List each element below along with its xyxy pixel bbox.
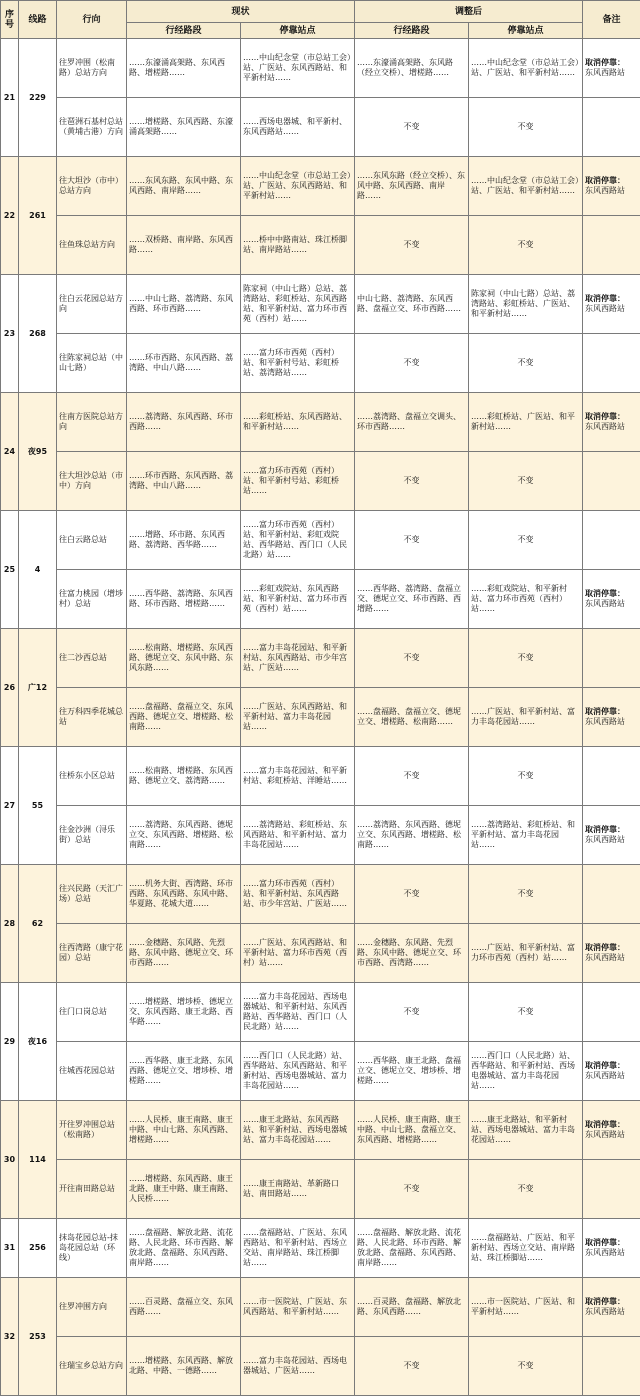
row-route: 62 xyxy=(19,865,57,983)
adjusted-path: 不变 xyxy=(355,747,469,806)
current-path: ……松南路、增槎路、东风西路、德坭立交、荔湾路…… xyxy=(127,747,241,806)
current-path: ……机务大街、西湾路、环市西路、东风西路、东风中路、华夏路、花城大道…… xyxy=(127,865,241,924)
row-direction: 抹岛花园总站-抹岛花园总站（环线） xyxy=(57,1219,127,1278)
current-stops: ……彩虹戏院站、东风西路站、和平新村站、富力环市西苑（西村）站…… xyxy=(241,570,355,629)
row-remark xyxy=(583,983,640,1042)
table-row xyxy=(1,1160,640,1219)
current-stops: ……富力丰岛花园站、西场电器城站、广医站…… xyxy=(241,1337,355,1396)
remark-text: 东风西路站 xyxy=(585,1307,626,1316)
remark-label: 取消停靠： xyxy=(585,412,626,421)
row-route: 229 xyxy=(19,39,57,157)
row-remark xyxy=(583,98,640,157)
remark-label: 取消停靠： xyxy=(585,589,626,598)
table-row xyxy=(1,1042,640,1101)
row-direction: 往大坦沙总站（市中）方向 xyxy=(57,452,127,511)
row-direction: 开往罗冲围总站（松南路） xyxy=(57,1101,127,1160)
row-remark xyxy=(583,865,640,924)
adjusted-stops: ……中山纪念堂（市总站工会）站、广医站、和平新村站…… xyxy=(469,39,583,98)
table-row xyxy=(1,1278,640,1337)
current-stops: ……彩虹桥站、东风西路站、和平新村站…… xyxy=(241,393,355,452)
adjusted-path: 中山七路、荔湾路、东风西路、盘福立交、环市西路…… xyxy=(355,275,469,334)
adjusted-path: 不变 xyxy=(355,511,469,570)
adjusted-stops: 不变 xyxy=(469,511,583,570)
adjusted-path: ……东濠涌高架路、东风路（经立交桥）、增槎路…… xyxy=(355,39,469,98)
current-path: ……荔湾路、东风西路、德坭立交、东风西路、增槎路、松南路…… xyxy=(127,806,241,865)
adjusted-path: 不变 xyxy=(355,629,469,688)
adjusted-path: 不变 xyxy=(355,98,469,157)
table-body xyxy=(1,39,640,1396)
current-stops: ……市一医院站、广医站、东风西路站、和平新村站…… xyxy=(241,1278,355,1337)
header-current: 现状 xyxy=(127,1,355,23)
table-row xyxy=(1,1101,640,1160)
table-row xyxy=(1,98,640,157)
row-seq: 24 xyxy=(1,393,19,511)
header-current-stops: 停靠站点 xyxy=(241,23,355,39)
adjusted-path: 不变 xyxy=(355,865,469,924)
adjusted-stops: ……西门口（人民北路）站、西华路站、和平新村站、西场电器城站、富力丰岛花园站…… xyxy=(469,1042,583,1101)
row-remark xyxy=(583,39,640,98)
row-remark xyxy=(583,747,640,806)
row-direction: 往罗冲围（松南路）总站方向 xyxy=(57,39,127,98)
remark-label: 取消停靠： xyxy=(585,707,626,716)
table-row xyxy=(1,1337,640,1396)
row-route: 夜95 xyxy=(19,393,57,511)
adjusted-stops: ……广医站、和平新村站、富力丰岛花园站…… xyxy=(469,688,583,747)
row-route: 256 xyxy=(19,1219,57,1278)
row-seq: 28 xyxy=(1,865,19,983)
row-route: 夜16 xyxy=(19,983,57,1101)
adjusted-path: 不变 xyxy=(355,216,469,275)
current-stops: ……康王北路站、东风西路站、和平新村站、西场电器城站、富力丰岛花园站…… xyxy=(241,1101,355,1160)
current-path: ……松南路、增槎路、东风西路、德坭立交、东风中路、东风东路…… xyxy=(127,629,241,688)
adjusted-stops: 陈家祠（中山七路）总站、荔湾路站、彩虹桥站、广医站、和平新村站…… xyxy=(469,275,583,334)
row-remark xyxy=(583,1278,640,1337)
row-direction: 往瑞宝乡总站方向 xyxy=(57,1337,127,1396)
remark-text: 东风西路站 xyxy=(585,599,626,608)
row-remark xyxy=(583,570,640,629)
row-route: 广12 xyxy=(19,629,57,747)
row-direction: 往桥东小区总站 xyxy=(57,747,127,806)
row-remark xyxy=(583,1219,640,1278)
header-current-path: 行经路段 xyxy=(127,23,241,39)
adjusted-stops: ……荔湾路站、彩虹桥站、和平新村站、富力丰岛花园站…… xyxy=(469,806,583,865)
current-stops: ……富力环市西苑（西村）站、和平新村号站、彩虹桥站…… xyxy=(241,452,355,511)
table-row xyxy=(1,983,640,1042)
adjusted-stops: ……广医站、和平新村站、富力环市西苑（西村）站…… xyxy=(469,924,583,983)
adjusted-stops: 不变 xyxy=(469,865,583,924)
row-route: 253 xyxy=(19,1278,57,1396)
row-seq: 31 xyxy=(1,1219,19,1278)
current-stops: 陈家祠（中山七路）总站、荔湾路站、彩虹桥站、东风西路站、和平新村站、富力环市西苑（西村）站…… xyxy=(241,275,355,334)
row-remark xyxy=(583,1160,640,1219)
row-direction: 往大坦沙（市中）总站方向 xyxy=(57,157,127,216)
current-stops: ……富力丰岛花园站、西场电器城站、和平新村站、东风西路站、西华路站、西门口（人民北路）站…… xyxy=(241,983,355,1042)
adjusted-stops: ……盘福路站、广医站、和平新村站、西场立交站、南岸路站、珠江桥脚站…… xyxy=(469,1219,583,1278)
row-remark xyxy=(583,511,640,570)
adjusted-path: 不变 xyxy=(355,452,469,511)
current-stops: ……富力环市西苑（西村）站、和平新村站、东风西路站、市少年宫站、广医站…… xyxy=(241,865,355,924)
adjusted-path: ……东风东路（经立交桥）、东风中路、东风西路、南岸路…… xyxy=(355,157,469,216)
row-direction: 往琶洲石基村总站（黄埔古港）方向 xyxy=(57,98,127,157)
row-remark xyxy=(583,924,640,983)
row-direction: 往鱼珠总站方向 xyxy=(57,216,127,275)
header-adjusted: 调整后 xyxy=(355,1,583,23)
current-path: ……增槎路、增埗桥、德坭立交、东风西路、康王北路、西华路…… xyxy=(127,983,241,1042)
remark-label: 取消停靠： xyxy=(585,825,626,834)
header-adjusted-path: 行经路段 xyxy=(355,23,469,39)
remark-text: 东风西路站 xyxy=(585,422,626,431)
row-remark xyxy=(583,275,640,334)
row-seq: 27 xyxy=(1,747,19,865)
row-seq: 29 xyxy=(1,983,19,1101)
header-seq: 序号 xyxy=(1,1,19,39)
row-direction: 往白云花园总站方向 xyxy=(57,275,127,334)
adjusted-stops: 不变 xyxy=(469,334,583,393)
adjusted-path: 不变 xyxy=(355,983,469,1042)
row-remark xyxy=(583,393,640,452)
row-route: 4 xyxy=(19,511,57,629)
remark-text: 东风西路站 xyxy=(585,717,626,726)
table-row xyxy=(1,334,640,393)
row-remark xyxy=(583,806,640,865)
header-remark: 备注 xyxy=(583,1,640,39)
current-stops: ……康王南路站、革新路口站、南田路站…… xyxy=(241,1160,355,1219)
adjusted-stops: ……市一医院站、广医站、和平新村站…… xyxy=(469,1278,583,1337)
table-row xyxy=(1,216,640,275)
current-path: ……荔湾路、东风西路、环市西路…… xyxy=(127,393,241,452)
adjusted-stops: 不变 xyxy=(469,1160,583,1219)
adjusted-stops: 不变 xyxy=(469,629,583,688)
table-row xyxy=(1,924,640,983)
table-row xyxy=(1,688,640,747)
current-stops: ……中山纪念堂（市总站工会）站、广医站、东风西路站、和平新村站…… xyxy=(241,157,355,216)
row-route: 268 xyxy=(19,275,57,393)
row-direction: 往万科四季花城总站 xyxy=(57,688,127,747)
current-stops: ……盘福路站、广医站、东风西路站、和平新村站、西场立交站、南岸路站、珠江桥脚站…… xyxy=(241,1219,355,1278)
row-remark xyxy=(583,629,640,688)
current-path: ……盘福路、解放北路、流花路、人民北路、环市西路、解放北路、盘福路、东风西路、南岸路…… xyxy=(127,1219,241,1278)
table-row xyxy=(1,452,640,511)
row-direction: 往二沙西总站 xyxy=(57,629,127,688)
row-direction: 往白云路总站 xyxy=(57,511,127,570)
current-path: ……增槎路、东风西路、解放北路、中路、一德路…… xyxy=(127,1337,241,1396)
current-path: ……西华路、康王北路、东风西路、德坭立交、增埗桥、增槎路…… xyxy=(127,1042,241,1101)
header-route: 线路 xyxy=(19,1,57,39)
current-path: ……东濠涌高架路、东风西路、增槎路…… xyxy=(127,39,241,98)
header-adjusted-stops: 停靠站点 xyxy=(469,23,583,39)
adjusted-stops: 不变 xyxy=(469,216,583,275)
adjusted-path: ……金穗路、东风路、先烈路、东风中路、德坭立交、环市西路、西湾路…… xyxy=(355,924,469,983)
remark-label: 取消停靠： xyxy=(585,1238,626,1247)
adjusted-path: ……百灵路、盘福路、解放北路、东风西路…… xyxy=(355,1278,469,1337)
adjusted-path: ……人民桥、康王南路、康王中路、中山七路、盘福立交、东风西路、增槎路…… xyxy=(355,1101,469,1160)
remark-text: 东风西路站 xyxy=(585,1071,626,1080)
current-stops: ……西场电器城、和平新村、东风西路站…… xyxy=(241,98,355,157)
row-seq: 23 xyxy=(1,275,19,393)
row-direction: 往富力桃园（增埗村）总站 xyxy=(57,570,127,629)
header-direction: 行向 xyxy=(57,1,127,39)
row-remark xyxy=(583,1337,640,1396)
row-direction: 开往南田路总站 xyxy=(57,1160,127,1219)
current-stops: ……西门口（人民北路）站、西华路站、东风西路站、和平新村站、西场电器城站、富力丰岛花园站…… xyxy=(241,1042,355,1101)
row-seq: 26 xyxy=(1,629,19,747)
remark-label: 取消停靠： xyxy=(585,176,626,185)
current-path: ……百灵路、盘福立交、东风西路…… xyxy=(127,1278,241,1337)
table-row xyxy=(1,275,640,334)
adjusted-path: ……荔湾路、东风西路、德坭立交、东风西路、增槎路、松南路…… xyxy=(355,806,469,865)
current-path: ……增槎路、东风西路、东濠涌高架路…… xyxy=(127,98,241,157)
table-row xyxy=(1,39,640,98)
table-row xyxy=(1,570,640,629)
row-direction: 往西湾路（康宁花园）总站 xyxy=(57,924,127,983)
adjusted-path: ……盘福路、解放北路、流花路、人民北路、环市西路、解放北路、盘福路、东风西路、南岸路…… xyxy=(355,1219,469,1278)
remark-text: 东风西路站 xyxy=(585,953,626,962)
table-row xyxy=(1,865,640,924)
row-seq: 32 xyxy=(1,1278,19,1396)
adjusted-stops: 不变 xyxy=(469,452,583,511)
current-path: ……金穗路、东风路、先烈路、东风中路、德坭立交、环市西路…… xyxy=(127,924,241,983)
row-remark xyxy=(583,157,640,216)
current-stops: ……广医站、东风西路站、和平新村站、富力环市西苑（西村）站…… xyxy=(241,924,355,983)
table-header xyxy=(1,1,640,39)
current-path: ……西华路、荔湾路、东风西路、环市西路、增槎路…… xyxy=(127,570,241,629)
row-direction: 往陈家祠总站（中山七路） xyxy=(57,334,127,393)
current-stops: ……富力丰岛花园站、和平新村站、彩虹桥站、洋睡站…… xyxy=(241,747,355,806)
current-path: ……人民桥、康王南路、康王中路、中山七路、东风西路、增槎路…… xyxy=(127,1101,241,1160)
row-direction: 往兴民路（天汇广场）总站 xyxy=(57,865,127,924)
row-seq: 30 xyxy=(1,1101,19,1219)
table-row xyxy=(1,511,640,570)
table-row xyxy=(1,629,640,688)
adjusted-path: ……盘福路、盘福立交、德坭立交、增槎路、松南路…… xyxy=(355,688,469,747)
adjusted-path: 不变 xyxy=(355,334,469,393)
current-path: ……双桥路、南岸路、东风西路…… xyxy=(127,216,241,275)
row-seq: 21 xyxy=(1,39,19,157)
table-row xyxy=(1,393,640,452)
row-remark xyxy=(583,452,640,511)
adjusted-stops: ……彩虹桥站、广医站、和平新村站…… xyxy=(469,393,583,452)
row-route: 261 xyxy=(19,157,57,275)
current-stops: ……富力丰岛花园站、和平新村站、东风西路站、市少年宫站、广医站…… xyxy=(241,629,355,688)
table-row xyxy=(1,806,640,865)
row-seq: 22 xyxy=(1,157,19,275)
remark-label: 取消停靠： xyxy=(585,1061,626,1070)
remark-text: 东风西路站 xyxy=(585,1130,626,1139)
adjusted-stops: ……康王北路站、和平新村站、西场电器城站、富力丰岛花园站…… xyxy=(469,1101,583,1160)
adjusted-path: 不变 xyxy=(355,1337,469,1396)
row-direction: 往罗冲围方向 xyxy=(57,1278,127,1337)
remark-text: 东风西路站 xyxy=(585,1248,626,1257)
remark-label: 取消停靠： xyxy=(585,943,626,952)
row-route: 55 xyxy=(19,747,57,865)
adjusted-stops: 不变 xyxy=(469,983,583,1042)
current-stops: ……富力环市西苑（西村）站、和平新村站、彩虹戏院站、西华路站、西门口（人民北路）站…… xyxy=(241,511,355,570)
row-direction: 往南方医院总站方向 xyxy=(57,393,127,452)
adjusted-stops: ……中山纪念堂（市总站工会）站、广医站、和平新村站…… xyxy=(469,157,583,216)
current-stops: ……中山纪念堂（市总站工会）站、广医站、东风西路站、和平新村站…… xyxy=(241,39,355,98)
remark-label: 取消停靠： xyxy=(585,58,626,67)
adjusted-path: 不变 xyxy=(355,1160,469,1219)
adjusted-path: ……西华路、康王北路、盘福立交、德坭立交、增埗桥、增槎路…… xyxy=(355,1042,469,1101)
current-stops: ……桥中中路南站、珠江桥脚站、南岸路站…… xyxy=(241,216,355,275)
current-path: ……中山七路、荔湾路、东风西路、环市西路…… xyxy=(127,275,241,334)
row-remark xyxy=(583,1101,640,1160)
current-path: ……盘福路、盘福立交、东风西路、德坭立交、增槎路、松南路…… xyxy=(127,688,241,747)
row-remark xyxy=(583,688,640,747)
current-stops: ……广医站、东风西路站、和平新村站、富力丰岛花园站…… xyxy=(241,688,355,747)
row-direction: 往金沙洲（浔乐街）总站 xyxy=(57,806,127,865)
table-row xyxy=(1,1219,640,1278)
row-remark xyxy=(583,1042,640,1101)
adjusted-stops: 不变 xyxy=(469,747,583,806)
row-direction: 往城西花园总站 xyxy=(57,1042,127,1101)
adjusted-stops: ……彩虹戏院站、和平新村站、富力环市西苑（西村）站…… xyxy=(469,570,583,629)
row-route: 114 xyxy=(19,1101,57,1219)
current-path: ……东风东路、东风中路、东风西路、南岸路…… xyxy=(127,157,241,216)
remark-text: 东风西路站 xyxy=(585,835,626,844)
adjusted-path: ……荔湾路、盘福立交调头、环市西路…… xyxy=(355,393,469,452)
remark-text: 东风西路站 xyxy=(585,186,626,195)
table-row xyxy=(1,747,640,806)
remark-label: 取消停靠： xyxy=(585,294,626,303)
adjusted-path: ……西华路、荔湾路、盘福立交、德坭立交、环市西路、西增路…… xyxy=(355,570,469,629)
remark-text: 东风西路站 xyxy=(585,68,626,77)
table-row xyxy=(1,157,640,216)
current-path: ……环市西路、东风西路、荔湾路、中山八路…… xyxy=(127,452,241,511)
remark-text: 东风西路站 xyxy=(585,304,626,313)
current-stops: ……富力环市西苑（西村）站、和平新村号站、彩虹桥站、荔湾路站…… xyxy=(241,334,355,393)
adjusted-stops: 不变 xyxy=(469,1337,583,1396)
current-path: ……环市西路、东风西路、荔湾路、中山八路…… xyxy=(127,334,241,393)
current-path: ……增槎路、东风西路、康王北路、康王中路、康王南路、人民桥…… xyxy=(127,1160,241,1219)
adjusted-stops: 不变 xyxy=(469,98,583,157)
current-stops: ……荔湾路站、彩虹桥站、东风西路站、和平新村站、富力丰岛花园站…… xyxy=(241,806,355,865)
row-remark xyxy=(583,216,640,275)
current-path: ……增路、环市路、东风西路、荔湾路、西华路…… xyxy=(127,511,241,570)
row-seq: 25 xyxy=(1,511,19,629)
remark-label: 取消停靠： xyxy=(585,1297,626,1306)
row-remark xyxy=(583,334,640,393)
row-direction: 往门口岗总站 xyxy=(57,983,127,1042)
remark-label: 取消停靠： xyxy=(585,1120,626,1129)
